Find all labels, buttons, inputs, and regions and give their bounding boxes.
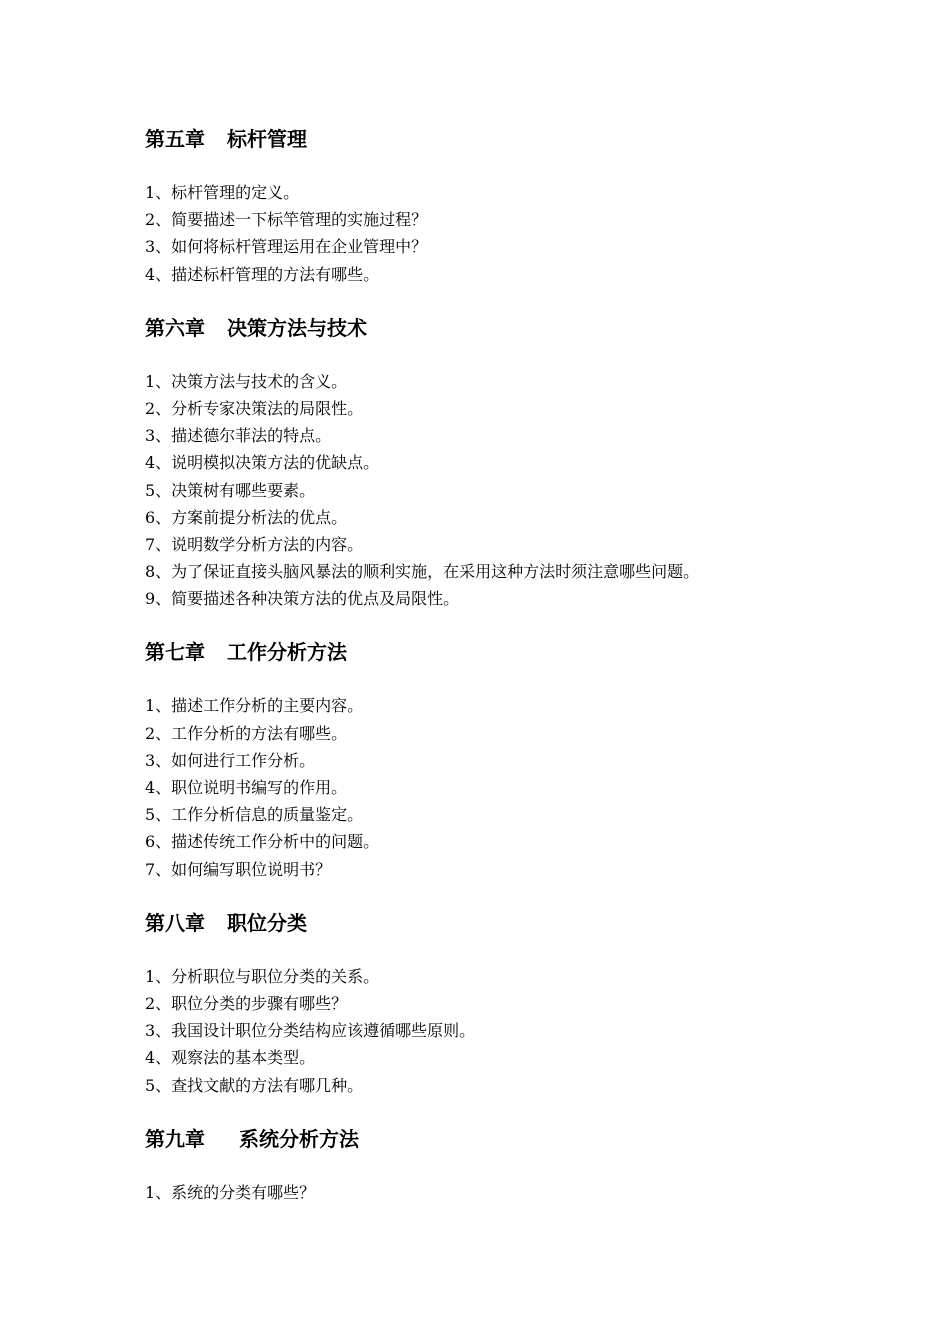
document-page [145,125,925,1232]
question-item: 1、描述工作分析的主要内容。 [145,696,364,716]
question-item: 4、描述标杆管理的方法有哪些。 [145,264,380,284]
question-item: 4、说明模拟决策方法的优缺点。 [145,453,380,473]
question-item: 3、描述德尔菲法的特点。 [145,426,332,446]
chapter-name: 决策方法与技术 [227,315,367,340]
chapter-title [145,638,925,666]
question-item: 7、如何编写职位说明书？ [145,859,332,879]
chapter-name: 工作分析方法 [227,640,347,665]
question-item: 4、职位说明书编写的作用。 [145,778,348,797]
question-list [145,1179,925,1206]
question-item: 1、分析职位与职位分类的关系。 [145,966,380,986]
question-item: 7、说明数学分析方法的内容。 [145,534,364,554]
question-item: 6、描述传统工作分析中的问题。 [145,832,380,852]
question-item: 2、工作分析的方法有哪些。 [145,723,348,743]
question-item: 1、决策方法与技术的含义。 [145,371,348,391]
chapter-7 [145,638,925,882]
question-list [145,963,925,1099]
chapter-5 [145,125,925,288]
question-list [145,368,925,613]
question-item: 4、观察法的基本类型。 [145,1048,316,1068]
question-item: 5、工作分析信息的质量鉴定。 [145,805,364,825]
chapter-title [145,125,925,153]
question-item: 1、系统的分类有哪些？ [145,1182,316,1202]
chapter-number: 第七章 [145,640,205,665]
chapter-title [145,909,925,937]
question-item: 8、为了保证直接头脑风暴法的顺利实施，在采用这种方法时须注意哪些问题。 [145,562,700,582]
question-list [145,692,925,882]
question-item: 1、标杆管理的定义。 [145,183,300,202]
question-item: 2、分析专家决策法的局限性。 [145,398,364,418]
question-item: 2、简要描述一下标竿管理的实施过程？ [145,210,428,230]
question-item: 6、方案前提分析法的优点。 [145,507,348,527]
chapter-name: 职位分类 [227,910,307,935]
chapter-number: 第九章 [145,1126,205,1151]
question-item: 5、决策树有哪些要素。 [145,480,316,500]
chapter-title [145,314,925,342]
chapter-name: 系统分析方法 [239,1126,359,1151]
question-item: 3、我国设计职位分类结构应该遵循哪些原则。 [145,1021,476,1041]
question-item: 9、简要描述各种决策方法的优点及局限性。 [145,589,460,609]
chapter-title [145,1125,925,1153]
question-item: 5、查找文献的方法有哪几种。 [145,1075,364,1095]
question-item: 2、职位分类的步骤有哪些？ [145,993,348,1013]
question-item: 3、如何进行工作分析。 [145,750,316,770]
chapter-number: 第五章 [145,127,205,151]
chapter-name: 标杆管理 [227,127,307,151]
chapter-9 [145,1125,925,1206]
chapter-8 [145,909,925,1099]
chapter-6 [145,314,925,613]
question-list [145,179,925,288]
chapter-number: 第六章 [145,315,205,340]
question-item: 3、如何将标杆管理运用在企业管理中？ [145,237,428,257]
chapter-number: 第八章 [145,910,205,935]
